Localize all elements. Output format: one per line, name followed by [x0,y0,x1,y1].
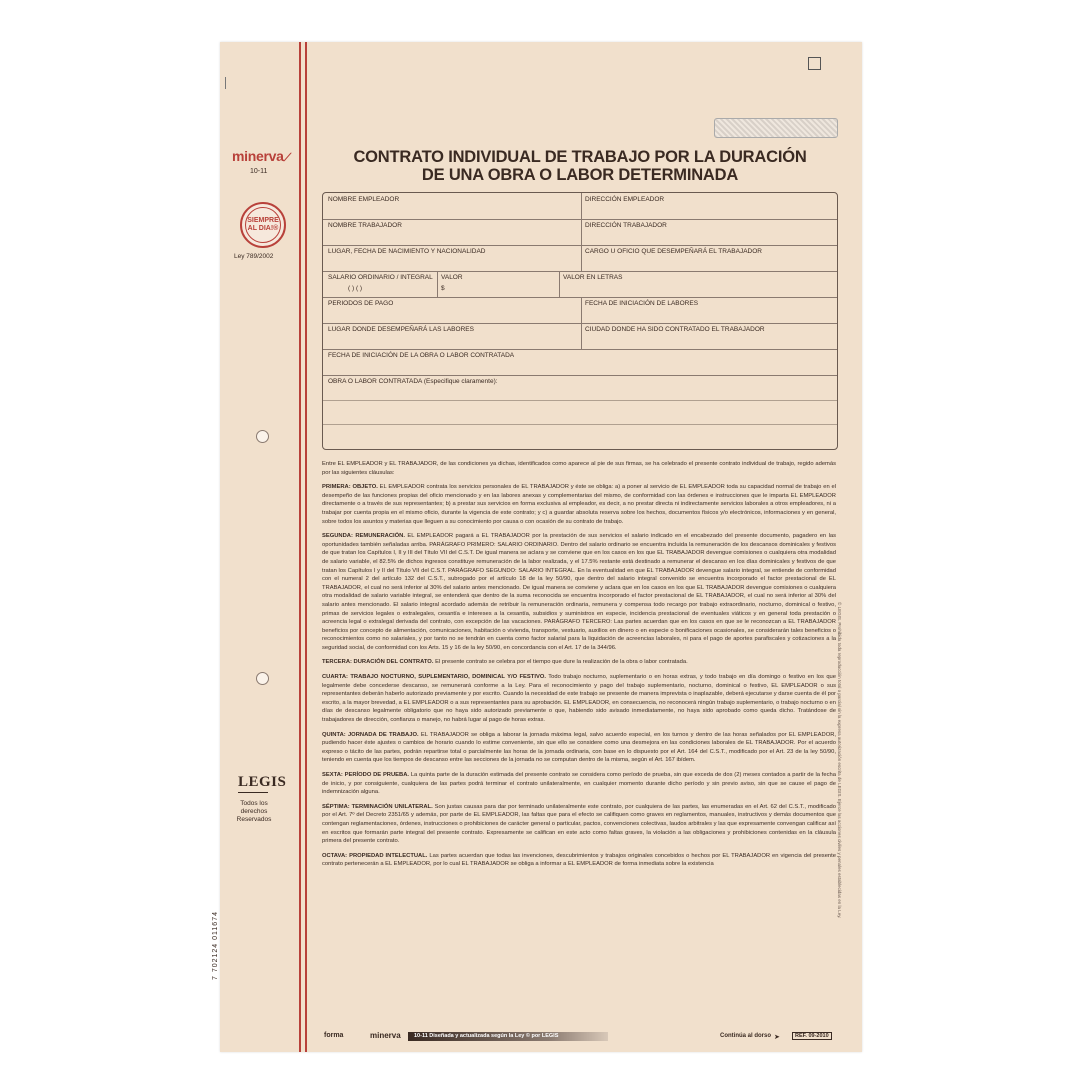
contract-form [322,192,838,450]
field-fecha-iniciacion[interactable]: FECHA DE INICIACIÓN DE LABORES [585,300,699,307]
page-title [320,148,840,184]
field-cargo[interactable]: CARGO U OFICIO QUE DESEMPEÑARÁ EL TRABAJADOR [585,248,762,255]
clause-intro: Entre EL EMPLEADOR y EL TRABAJADOR, de las condiciones ya dichas, identificados como aparece al pie de sus firmas, se ha celebrado el presente contrato individual de trabajo, regido además por las siguientes cláusulas: [322,461,836,476]
title-line2: DE UNA OBRA O LABOR DETERMINADA [421,166,739,184]
copyright-side-note: © LEGIS. Prohibida toda reproducción total o parcial sin la expresa autorización escrita de LEGIS. Ejerce las acciones civiles y penales establecidas en la Ley. [837,602,842,919]
checkbox-corner [808,57,821,70]
field-direccion-trabajador[interactable]: DIRECCIÓN TRABAJADOR [585,222,667,229]
seal-line2: AL DIA!® [247,225,279,232]
field-salario[interactable]: SALARIO ORDINARIO / INTEGRAL [328,274,433,281]
field-periodos[interactable]: PERIODOS DE PAGO [328,300,394,307]
publisher-logo: LEGIS [238,774,287,790]
form-divider [323,375,837,376]
form-divider [323,297,837,298]
clause-primera: PRIMERA: OBJETO. EL EMPLEADOR contrata los servicios personales de EL TRABAJADOR y éste se obliga: a) a poner al servicio de EL EMPLEADOR toda su capacidad normal de trabajo en el desempeño de las funciones propias del oficio mencionado y en las labores anexas y complementarias del mismo, de conformidad con las órdenes e instrucciones que le imparta EL EMPLEADOR directamente o a través de sus representantes; b) a prestar sus servicios en forma exclusiva al empleador, es decir, a no prestar directa ni indirectamente servicios laborales a otros empleadores, ni a trabajar por cuenta propia en el mismo oficio, durante la vigencia de este contrato; y c) a guardar absoluta reserva sobre los hechos, documentos físicos y/o electrónicos, informaciones y en general, sobre todos los asuntos y materias que lleguen a su conocimiento por causa o con ocasión de su contrato de trabajo. [322,484,836,525]
punch-hole [256,430,269,443]
margin-line [305,42,307,1052]
punch-hole [256,672,269,685]
field-valor-letras[interactable]: VALOR EN LETRAS [563,274,623,281]
field-obra[interactable]: OBRA O LABOR CONTRATADA (Especifique claramente): [328,378,498,385]
contract-body [322,460,836,875]
form-divider [323,219,837,220]
clause-sexta: SEXTA: PERÍODO DE PRUEBA. La quinta parte de la duración estimada del presente contrato se considera como período de prueba, sin que exceda de dos (2) meses contados a partir de la fecha de inicio, y por consiguiente, cualquiera de las partes podrá terminar el contrato unilateralmente, en cualquier momento durante dicho período y sin previo aviso, sin que se cause el pago de indemnización alguna. [322,772,836,796]
field-ciudad[interactable]: CIUDAD DONDE HA SIDO CONTRATADO EL TRABAJADOR [585,326,765,333]
seal-badge [240,202,286,248]
form-vdivider [559,271,560,297]
seal-line1: SIEMPRE [247,217,279,224]
field-fecha-obra[interactable]: FECHA DE INICIACIÓN DE LA OBRA O LABOR CONTRATADA [328,352,515,359]
margin-line [299,42,301,1052]
barcode-number: 7 702124 011674 [212,911,219,980]
publisher-underline [238,792,268,793]
field-lugar-labores[interactable]: LUGAR DONDE DESEMPEÑARÁ LAS LABORES [328,326,474,333]
clause-segunda: SEGUNDA: REMUNERACIÓN. EL EMPLEADOR pagará a EL TRABAJADOR por la prestación de sus servicios el salario indicado en el encabezado del presente documento, pagadero en las oportunidades también señaladas arriba. PARÁGRAFO PRIMERO: SALARIO ORDINARIO. Dentro del salario ordinario se encuentra incluida la remuneración de los descansos dominicales y festivos de que tratan los Capítulos I, II y III del Título VII del C.S.T. De igual manera se aclara y se conviene que en los casos en los que EL TRABAJADOR devengue comisiones o cualquiera otra modalidad de salario variable, el 82.5% de dichos ingresos constituye remuneración de la labor realizada, y el 17.5% restante está destinado a remunerar el descanso en los días dominicales y festivos de que tratan los Capítulos I y II del Título VII del C.S.T. PARÁGRAFO SEGUNDO: SALARIO INTEGRAL. En la eventualidad en que EL TRABAJADOR devengue salario integral, se entiende de conformidad con el numeral 2 del artículo 132 del C.S.T., subrogado por el artículo 18 de la ley 50/90, que dentro del salario integral convenido se encuentra incorporado el factor prestacional de EL TRABAJADOR, el cual no será inferior al 30% del salario antes mencionado. De igual manera se conviene y aclara que en los casos en los que EL TRABAJADOR devengue comisiones o cualquiera otra modalidad de salario variable integral, se entenderá que dentro de la suma reconocida se encuentra incorporado el factor prestacional de EL TRABAJADOR, el cual no será inferior al 30% del salario antes mencionado. El salario integral acordado además de retribuir la remuneración ordinaria, remunera y compensa todo recargo por trabajo extraordinario, nocturno, dominical o festivo, primas de servicios legales o extralegales, cesantía e intereses a la cesantía, subsidios y suministros en especie, incidencia prestacional de eventuales viáticos y en general toda prestación o acreencia legal o extralegal derivada del contrato, con excepción de las vacaciones. PARÁGRAFO TERCERO: Las partes acuerdan que en los casos en que se le reconozcan a EL TRABAJADOR beneficios por concepto de alimentación, comunicaciones, habitación o vivienda, transporte, vestuario, auxilios en dinero o en especie o bonificaciones ocasionales, se considerarán tales beneficios o reconocimientos como no salariales, y por tanto no se tendrán en cuenta como factor salarial para la liquidación de acreencias laborales, ni para el pago de aportes parafiscales y cotizaciones a la seguridad social, de conformidad con los Arts. 15 y 16 de la ley 50/90, en concordancia con el Art. 17 de la 344/96. [322,533,836,651]
security-stamp [714,118,838,138]
clause-quinta: QUINTA: JORNADA DE TRABAJO. EL TRABAJADOR se obliga a laborar la jornada máxima legal, salvo acuerdo especial, en los turnos y dentro de las horas señalados por EL EMPLEADOR, pudiendo hacer éste ajustes o cambios de horario cuando lo estime conveniente, sin que ello se considere como una desmejora en las condiciones laborales de EL TRABAJADOR. Por el acuerdo expreso o tácito de las partes, podrán repartirse total o parcialmente las horas de la jornada ordinaria, con base en lo dispuesto por el Art. 164 del C.S.T., modificado por el Art. 23 de la ley 50/90, teniendo en cuenta que los tiempos de descanso entre las secciones de la jornada no se computan dentro de la misma, según el Art. 167 ibídem. [322,731,836,764]
title-line1: CONTRATO INDIVIDUAL DE TRABAJO POR LA DURACIÓN [353,148,807,166]
footer-forma: forma [324,1032,344,1039]
footer-edition: 10-11 Diseñada y actualizada según la Ley © por LEGIS [414,1033,559,1039]
footer-ref: REF. 09-2010 [792,1032,832,1040]
form-vdivider [581,193,582,271]
form-divider [323,245,837,246]
field-salario-options[interactable]: ( ) ( ) [348,285,363,292]
footer-continua: Continúa al dorso [720,1033,771,1039]
clause-septima: SÉPTIMA: TERMINACIÓN UNILATERAL. Son justas causas para dar por terminado unilateralmente este contrato, por cualquiera de las partes, las enumeradas en el Art. 62 del C.S.T., modificado por el Art. 7º del Decreto 2351/65 y además, por parte de EL EMPLEADOR, las faltas que para el efecto se califiquen como graves en reglamentos, manuales, instructivos y demás documentos que contengan reglamentaciones, órdenes, instrucciones o prohibiciones de carácter general o particular, pactos, convenciones colectivas, laudos arbitrales y las que expresamente convengan calificar así en escritos que formarán parte integral del presente contrato. Expresamente se califican en este acto como faltas graves, la violación a las obligaciones y prohibiciones contenidas en la cláusula primera del presente contrato. [322,803,836,845]
clause-octava: OCTAVA: PROPIEDAD INTELECTUAL. Las partes acuerdan que todas las invenciones, descubrimientos y trabajos originales concebidos o hechos por EL TRABAJADOR en vigencia del presente contrato pertenecerán a EL EMPLEADOR, por lo cual EL TRABAJADOR se obliga a informar a EL EMPLEADOR de forma inmediata sobre la existencia [322,852,836,868]
field-lugar-nacimiento[interactable]: LUGAR, FECHA DE NACIMIENTO Y NACIONALIDAD [328,248,486,255]
form-divider [323,323,837,324]
form-vdivider [437,271,438,297]
form-divider [323,424,837,425]
clause-tercera: TERCERA: DURACIÓN DEL CONTRATO. El presente contrato se celebra por el tiempo que dure la realización de la obra o labor contratada. [322,659,688,666]
field-direccion-empleador[interactable]: DIRECCIÓN EMPLEADOR [585,196,665,203]
law-reference: Ley 789/2002 [234,253,274,260]
brand-mark-icon: ⟋ [283,152,292,164]
arrow-right-icon: ➤ [774,1034,780,1041]
brand-code: 10-11 [250,168,268,175]
form-vdivider [581,297,582,349]
clause-cuarta: CUARTA: TRABAJO NOCTURNO, SUPLEMENTARIO, DOMINICAL Y/O FESTIVO. Todo trabajo nocturno, suplementario o en horas extras, y todo trabajo en día domingo o festivo en los que legalmente debe concederse descanso, se remunerará conforme a la Ley. Para el reconocimiento y pago del trabajo suplementario, nocturno, dominical o festivo, EL EMPLEADOR o sus representantes deberán haberlo autorizado previamente y por escrito. Cuando la necesidad de este trabajo se presente de manera imprevista o inaplazable, deberá ejecutarse y darse cuenta de él por escrito, a la mayor brevedad, a EL EMPLEADOR o a sus representantes para su aprobación. EL EMPLEADOR, en consecuencia, no reconocerá ningún trabajo suplementario, o trabajo nocturno o en días de descanso legalmente obligatorio que no haya sido autorizado previamente o que, habiendo sido avisado inmediatamente, no haya sido aprobado como queda dicho. Tratándose de trabajadores de dirección, confianza o manejo, no habrá lugar al pago de horas extras. [322,674,836,724]
page-footer [324,1032,834,1042]
field-valor-sign: $ [441,285,445,292]
form-divider [323,349,837,350]
rights-text: Todos los derechos Reservados [236,800,272,823]
field-valor[interactable]: VALOR [441,274,463,281]
form-divider [323,271,837,272]
form-divider [323,400,837,401]
footer-brand: minerva [370,1031,401,1040]
trim-mark [220,77,226,89]
field-nombre-empleador[interactable]: NOMBRE EMPLEADOR [328,196,400,203]
brand-logo: minerva⟋ [232,148,292,164]
contract-sheet [212,42,862,1052]
field-nombre-trabajador[interactable]: NOMBRE TRABAJADOR [328,222,402,229]
